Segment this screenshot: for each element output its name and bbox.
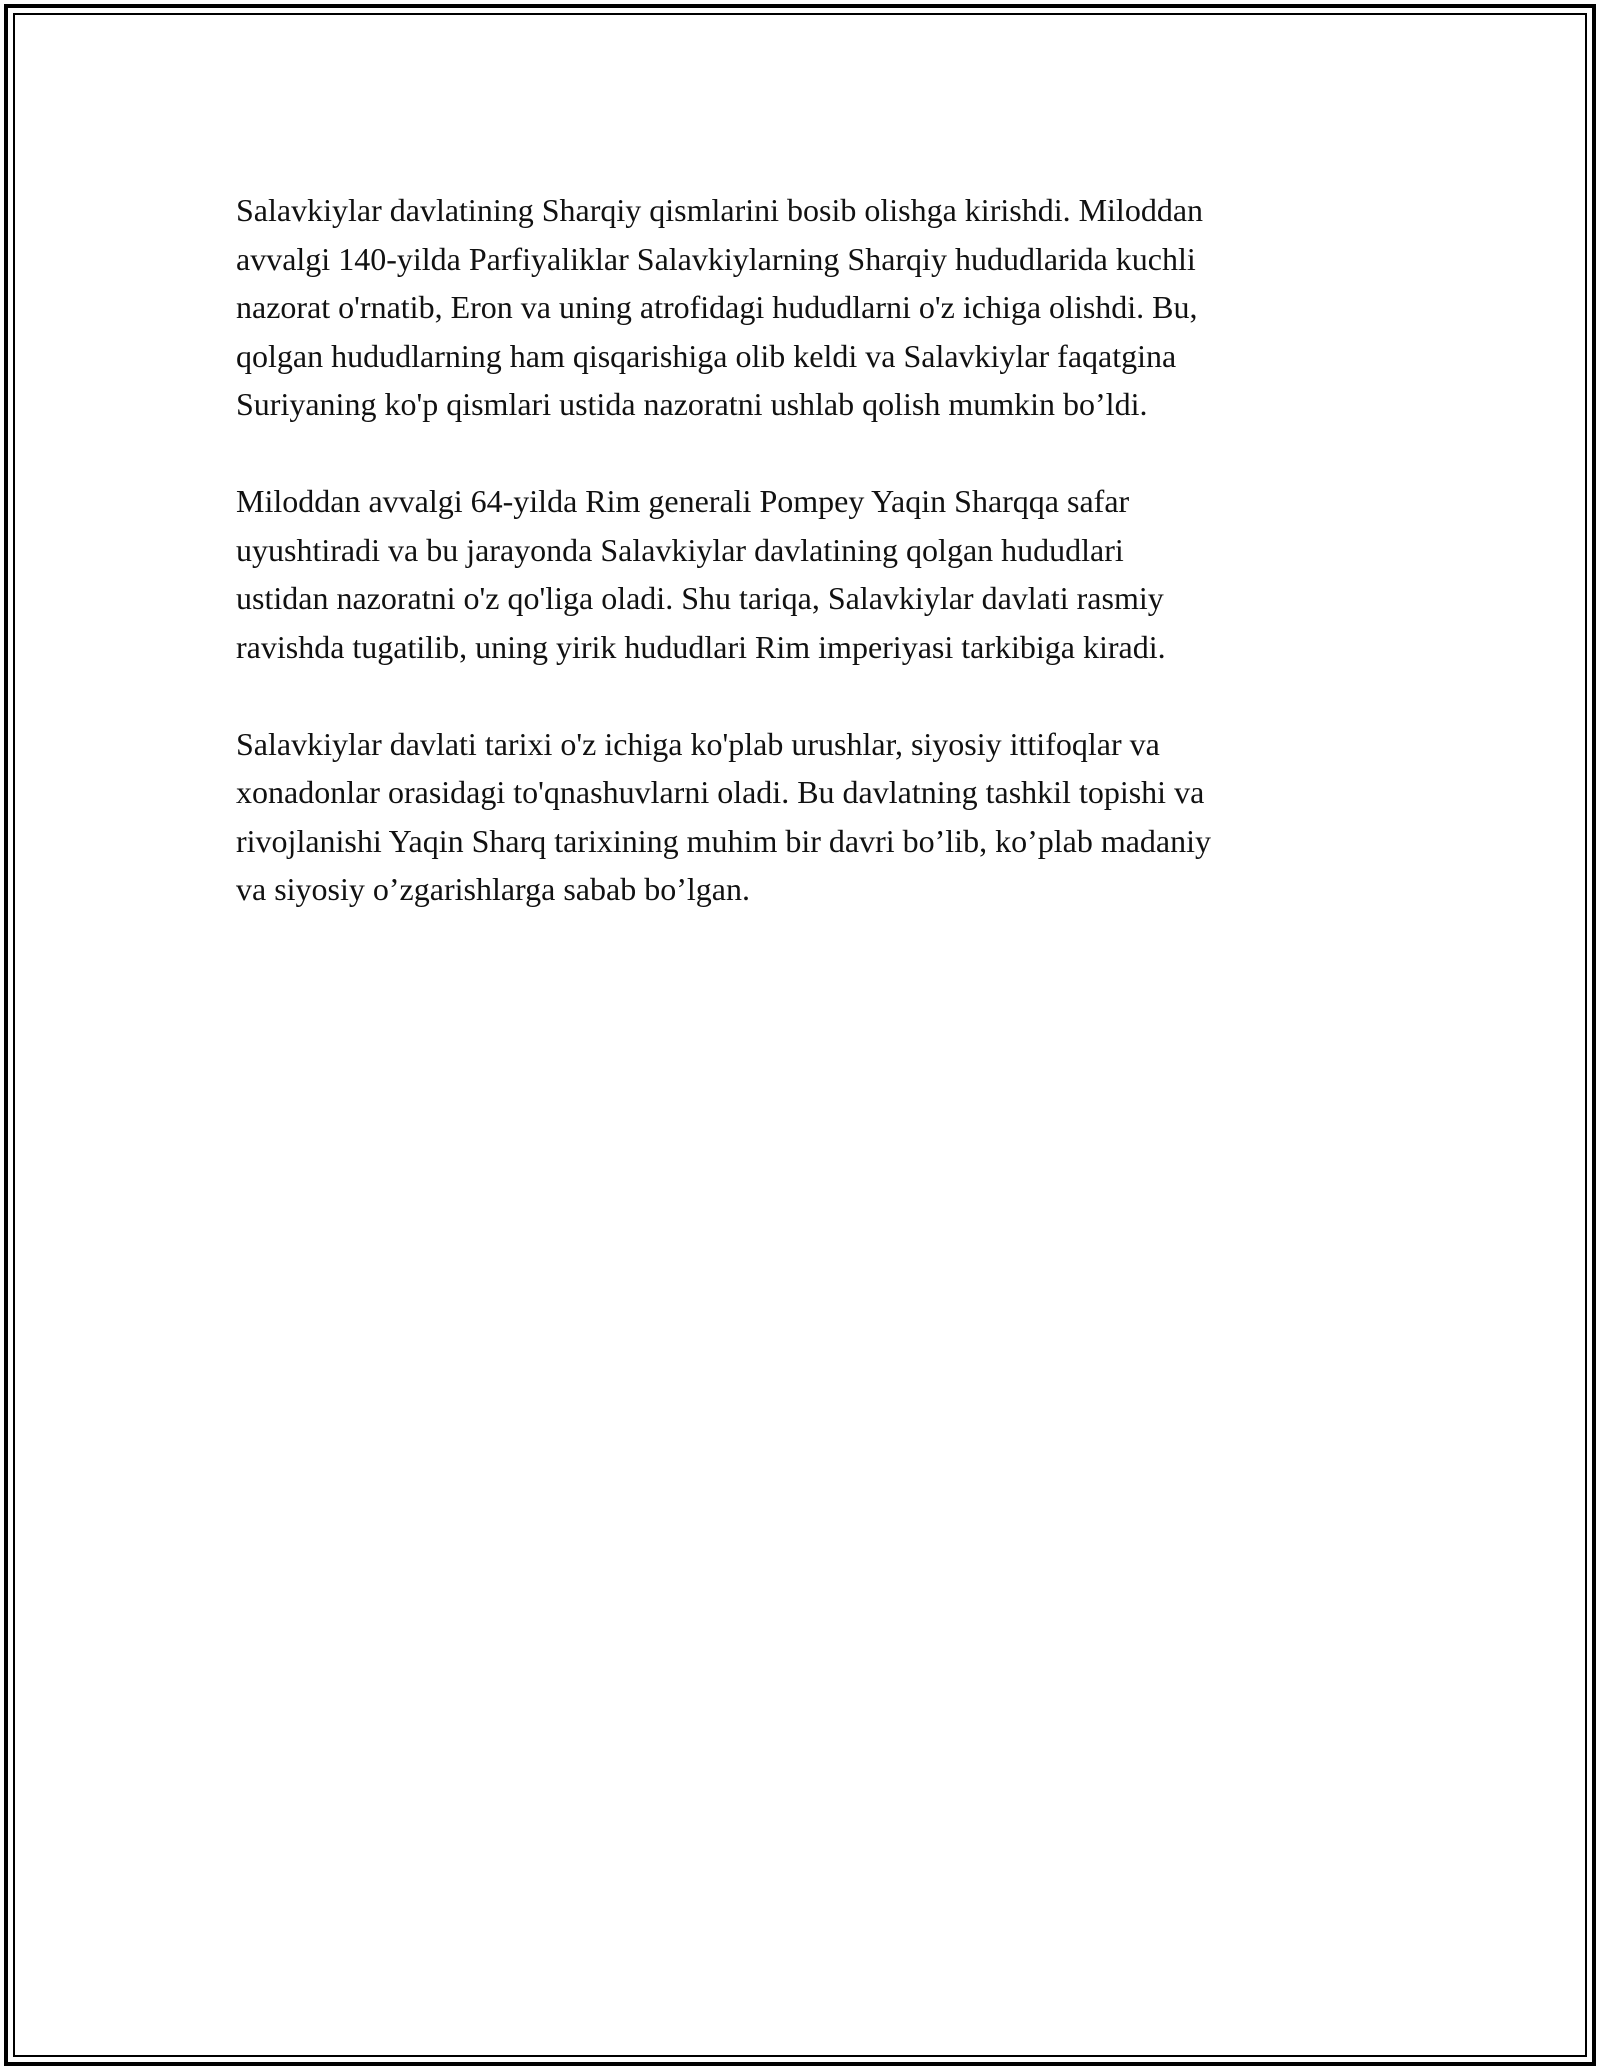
text-line: xonadonlar orasidagi to'qnashuvlarni oladi. Bu davlatning tashkil topishi va: [236, 774, 1205, 810]
paragraph-3: [236, 720, 1366, 914]
text-line: ustidan nazoratni o'z qo'liga oladi. Shu tariqa, Salavkiylar davlati rasmiy: [236, 580, 1164, 616]
text-line: avvalgi 140-yilda Parfiyaliklar Salavkiylarning Sharqiy hududlarida kuchli: [236, 240, 1196, 277]
text-line: nazorat o'rnatib, Eron va uning atrofidagi hududlarni o'z ichiga olishdi. Bu,: [236, 289, 1198, 325]
text-line: Salavkiylar davlati tarixi o'z ichiga ko'plab urushlar, siyosiy ittifoqlar va: [236, 725, 1160, 762]
text-line: rivojlanishi Yaqin Sharq tarixining muhim bir davri bo’lib, ko’plab madaniy: [236, 822, 1211, 859]
text-line: uyushtiradi va bu jarayonda Salavkiylar davlatining qolgan hududlari: [236, 531, 1124, 568]
text-line: Salavkiylar davlatining Sharqiy qismlarini bosib olishga kirishdi. Miloddan: [236, 192, 1204, 228]
document-body: [236, 186, 1366, 962]
text-line: qolgan hududlarning ham qisqarishiga olib keldi va Salavkiylar faqatgina: [236, 337, 1177, 374]
text-line: ravishda tugatilib, uning yirik hududlari Rim imperiyasi tarkibiga kiradi.: [236, 628, 1166, 665]
paragraph-2: [236, 477, 1366, 671]
paragraph-1: [236, 186, 1366, 429]
text-line: Miloddan avvalgi 64-yilda Rim generali Pompey Yaqin Sharqqa safar: [236, 483, 1130, 519]
text-line: Suriyaning ko'p qismlari ustida nazoratni ushlab qolish mumkin bo’ldi.: [236, 386, 1148, 422]
text-line: va siyosiy o’zgarishlarga sabab bo’lgan.: [236, 871, 750, 907]
